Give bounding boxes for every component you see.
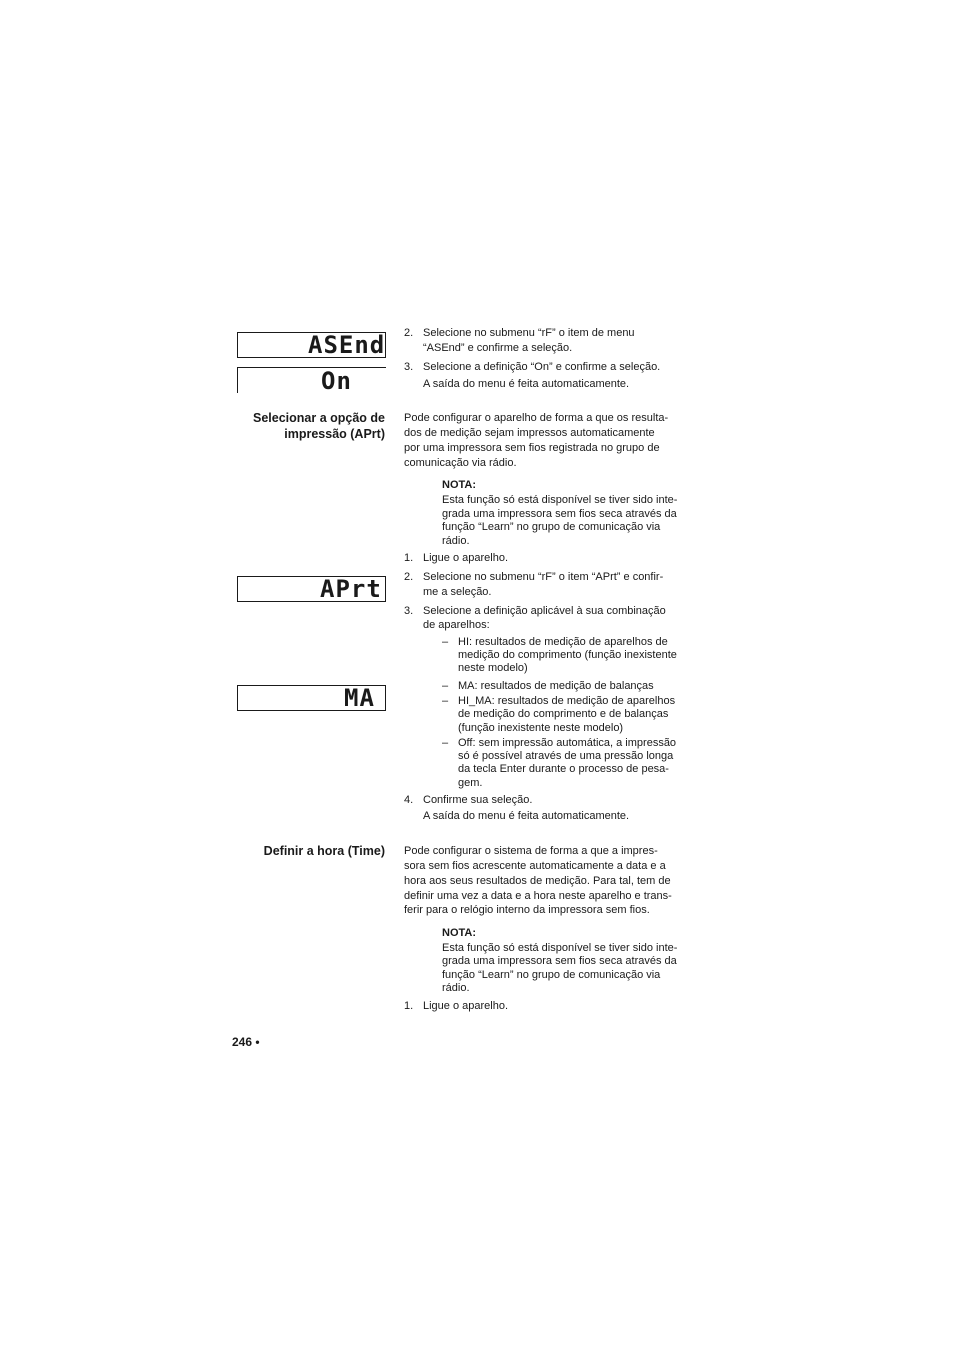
paragraph-line: hora aos seus resultados de medição. Para tal, tem de	[404, 875, 671, 887]
section-heading-aprt: Selecionar a opção de	[253, 411, 385, 425]
step-text: Selecione a definição “On” e confirme a seleção.	[423, 361, 661, 373]
note-label: NOTA:	[442, 479, 477, 491]
option-text: só é possível através de uma pressão longa	[458, 750, 674, 762]
lcd-text: MA	[344, 684, 375, 712]
section-heading-time: Definir a hora (Time)	[263, 844, 385, 858]
step-number: 1.	[404, 552, 414, 564]
option-text: neste modelo)	[458, 662, 528, 674]
option-dash: –	[442, 695, 449, 707]
option-dash: –	[442, 737, 449, 749]
step-text: me a seleção.	[423, 586, 492, 598]
page-number: 246 •	[232, 1035, 260, 1049]
step-number: 3.	[404, 605, 414, 617]
lcd-text: APrt	[320, 575, 382, 603]
note-line: grada uma impressora sem fios seca através da	[442, 508, 677, 520]
option-text: da tecla Enter durante o processo de pesa-	[458, 763, 669, 775]
step-text: “ASEnd” e confirme a seleção.	[423, 342, 573, 354]
note-line: Esta função só está disponível se tiver sido inte-	[442, 494, 678, 506]
option-text: Off: sem impressão automática, a impressão	[458, 737, 677, 749]
paragraph-line: dos de medição sejam impressos automaticamente	[404, 427, 655, 439]
lcd-display-aprt	[237, 576, 386, 602]
paragraph-line: ferir para o relógio interno da impressora sem fios.	[404, 904, 650, 916]
paragraph-line: definir uma vez a data e a hora neste aparelho e trans-	[404, 890, 672, 902]
lcd-display-on	[237, 367, 386, 393]
step-text: Confirme sua seleção.	[423, 794, 533, 806]
step-number: 3.	[404, 361, 414, 373]
step-number: 2.	[404, 327, 414, 339]
step-number: 2.	[404, 571, 414, 583]
note-line: grada uma impressora sem fios seca através da	[442, 955, 677, 967]
step-number: 1.	[404, 1000, 414, 1012]
option-dash: –	[442, 636, 449, 648]
step-text: Ligue o aparelho.	[423, 1000, 509, 1012]
paragraph-line: sora sem fios acrescente automaticamente a data e a	[404, 860, 666, 872]
step-text: Selecione no submenu “rF” o item de menu	[423, 327, 635, 339]
lcd-text: ASEnd	[308, 331, 386, 359]
lcd-display-asend	[237, 332, 386, 358]
paragraph-line: por uma impressora sem fios registrada no grupo de	[404, 442, 660, 454]
paragraph-line: comunicação via rádio.	[404, 457, 517, 469]
note-line: função “Learn” no grupo de comunicação via	[442, 969, 661, 981]
note-line: rádio.	[442, 982, 470, 994]
step-number: 4.	[404, 794, 414, 806]
option-text: HI: resultados de medição de aparelhos de	[458, 636, 668, 648]
option-text: HI_MA: resultados de medição de aparelhos	[458, 695, 676, 707]
lcd-display-ma	[237, 685, 386, 711]
step-text: Selecione no submenu “rF” o item “APrt” e confir-	[423, 571, 664, 583]
step-text: de aparelhos:	[423, 619, 490, 631]
lcd-text: On	[321, 366, 352, 395]
option-text: de medição do comprimento e de balanças	[458, 708, 669, 720]
option-dash: –	[442, 680, 449, 692]
option-text: MA: resultados de medição de balanças	[458, 680, 654, 692]
step-text: A saída do menu é feita automaticamente.	[423, 810, 630, 822]
note-line: função “Learn” no grupo de comunicação via	[442, 521, 661, 533]
paragraph-line: Pode configurar o aparelho de forma a que os resulta-	[404, 412, 669, 424]
option-text: gem.	[458, 777, 483, 789]
step-text: Ligue o aparelho.	[423, 552, 509, 564]
option-text: (função inexistente neste modelo)	[458, 722, 624, 734]
note-line: rádio.	[442, 535, 470, 547]
step-text: Selecione a definição aplicável à sua combinação	[423, 605, 666, 617]
paragraph-line: Pode configurar o sistema de forma a que a impres-	[404, 845, 658, 857]
step-text: A saída do menu é feita automaticamente.	[423, 378, 630, 390]
option-text: medição do comprimento (função inexistente	[458, 649, 677, 661]
note-label: NOTA:	[442, 927, 477, 939]
note-line: Esta função só está disponível se tiver sido inte-	[442, 942, 678, 954]
section-heading-aprt: impressão (APrt)	[284, 427, 385, 441]
